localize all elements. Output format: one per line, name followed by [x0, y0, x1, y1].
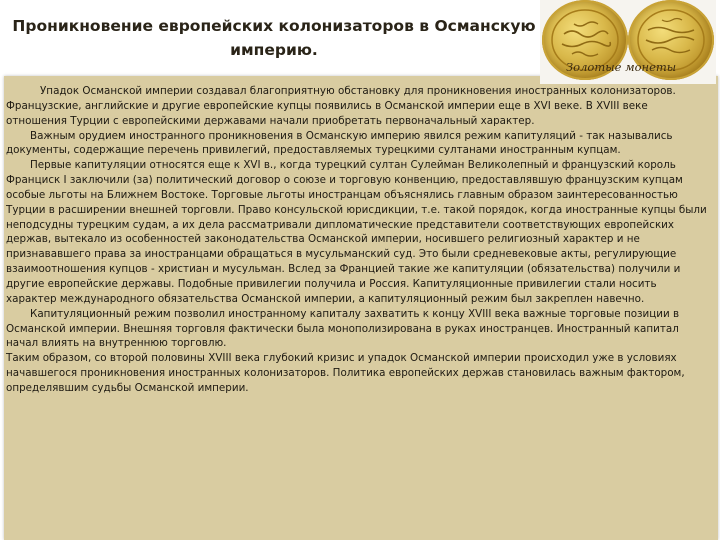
paragraph-2-text: Важным орудием иностранного проникновения в Османскую империю явился режим капитуляций - так назывались документы, содержащие перечень привилегий, предоставляемых турецкими султанами иностранным купцам. [6, 129, 673, 157]
body-text [6, 84, 710, 396]
paragraph-3-text: Первые капитуляции относятся еще к XVI в., когда турецкий султан Сулейман Великолепный и французский король Франциск I заключили (за) политический договор о союзе и торговую конвенцию, предоставлявшую французским купцам особые льготы на Ближнем Востоке. Торговые льготы иностранцам объяснялись главным образом заинтересованностью Турции в расширении внешней торговли. Право консульской юрисдикции, т.е. такой порядок, когда иностранные купцы были неподсудны турецким судам, а их дела рассматривали дипломатические представители соответствующих европейских держав, вытекало из особенностей законодательства Османской империи, носившего религиозный характер и не признававшего права за иностранцами обращаться в мусульманский суд. Это были средневековые акты, регулирующие взаимоотношения купцов - христиан и мусульман. Вслед за Францией такие же капитуляции (обязательства) получили и другие европейские державы. Подобные привилегии получила и Россия. Капитуляционные привилегии стали носить характер международного обязательства Османской империи, а капитуляционный режим был закреплен навечно. [6, 159, 707, 305]
paragraph-1 [6, 84, 710, 129]
image-caption: Золотые монеты [566, 60, 677, 74]
paragraph-4 [6, 307, 710, 352]
paragraph-1-text: Упадок Османской империи создавал благоприятную обстановку для проникновения иностранных колонизаторов. Французские, английские и другие европейские купцы появились в Османской империи еще в XVI веке. В XVIII веке отношения Турции с европейскими державами начали приобретать первоначальный характер. [6, 85, 676, 127]
paragraph-2 [6, 129, 710, 159]
paragraph-5 [6, 351, 710, 396]
paragraph-5-text: Таким образом, со второй половины XVIII века глубокий кризис и упадок Османской империи происходил уже в условиях начавшегося проникновения иностранных колонизаторов. Политика европейских держав становилась важным фактором, определявшим судьбы Османской империи. [6, 352, 685, 394]
paragraph-3 [6, 158, 710, 306]
paragraph-4-text: Капитуляционный режим позволил иностранному капиталу захватить к концу XVIII века важные торговые позиции в Османской империи. Внешняя торговля фактически была монополизирована в руках иностранцев. Иностранный капитал начал влиять на внутреннюю торговлю. [6, 307, 680, 350]
slide-title: Проникновение европейских колонизаторов в Османскую империю. [12, 17, 536, 59]
